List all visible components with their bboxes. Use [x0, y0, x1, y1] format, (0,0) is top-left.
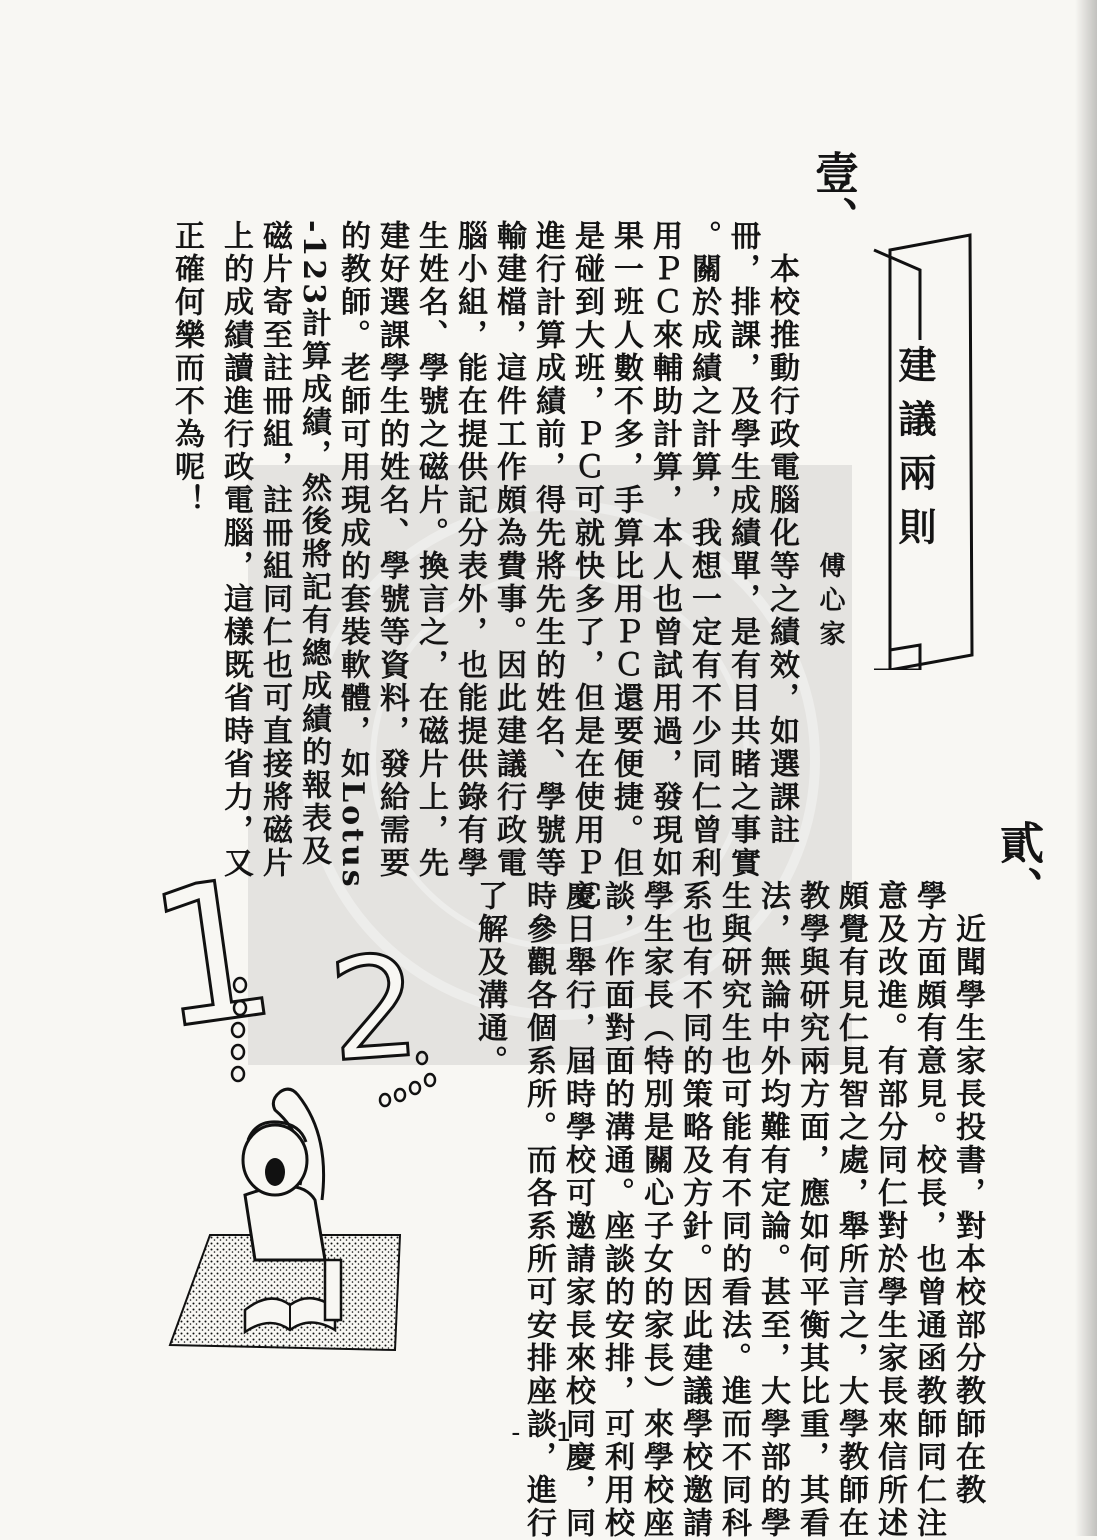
s2-column-4: 頗覺有見仁見智之處，舉所言之，大學教師在: [833, 880, 868, 1540]
author-name: 傅心家: [815, 552, 845, 654]
s1-column-9: 腦小組，能在提供記分表外，也能提供錄有學: [452, 220, 487, 880]
s1-column-1: 本校推動行政電腦化等之績效，如選課註: [764, 220, 799, 847]
digit-two-outline: 2: [324, 925, 425, 1094]
student-raising-hand-illustration: [150, 960, 480, 1360]
s1-column-8: 輸建檔，這件工作頗為費事。因此建議行政電: [491, 220, 526, 880]
s2-column-11: 慶日舉行，屆時學校可邀請家長來校同慶，同: [560, 880, 595, 1540]
s1-column-16: 正確何樂而不為呢！: [169, 220, 204, 517]
s2-column-12: 時參觀各個系所。而各系所可安排座談，進行: [521, 880, 556, 1540]
s2-column-9: 學生家長（特別是關心子女的家長）來學校座: [638, 880, 673, 1540]
s1-column-5: 果一班人數不多，手算比用ＰＣ還要便捷。但: [608, 220, 643, 880]
banner-title: 建議兩則: [892, 345, 937, 561]
s1-column-6: 是碰到大班，ＰＣ可就快多了，但是在使用ＰＣ: [569, 220, 604, 913]
s2-column-5: 教學與研究兩方面，應如何平衡其比重，其看: [794, 880, 829, 1540]
s2-column-8: 系也有不同的策略及方針。因此建議學校邀請: [677, 880, 712, 1540]
s1-column-7: 進行計算成績前，得先將先生的姓名、學號等: [530, 220, 565, 880]
s1-column-4: 用ＰＣ來輔助計算，本人也曾試用過，發現如: [647, 220, 682, 880]
s1-column-11: 建好選課學生的姓名、學號等資料，發給需要: [374, 220, 409, 880]
s1-column-13: -123計算成績，然後將記有總成績的報表及: [296, 220, 331, 869]
s1-column-12: 的教師。老師可用現成的套裝軟體，如Lotus: [335, 220, 370, 890]
s2-column-3: 意及改進。有部分同仁對於學生家長來信所述: [872, 880, 907, 1540]
s2-column-1: 近聞學生家長投書，對本校部分教師在教: [950, 880, 985, 1507]
s2-column-6: 法，無論中外均難有定論。甚至，大學部的學: [755, 880, 790, 1540]
s2-column-7: 生與研究生也可能有不同的看法。進而不同科: [716, 880, 751, 1540]
page-edge-shadow: [1075, 0, 1097, 1536]
digit-one-outline: 1: [137, 836, 288, 1073]
s2-column-2: 學方面頗有意見。校長，也曾通函教師同仁注: [911, 880, 946, 1540]
s1-column-14: 磁片寄至註冊組，註冊組同仁也可直接將磁片: [257, 220, 292, 880]
s1-column-3: 。關於成績之計算，我想一定有不少同仁曾利: [686, 220, 721, 880]
section2-heading: 貳、: [992, 820, 1043, 912]
section1-heading: 壹、: [807, 150, 858, 242]
s1-column-10: 生姓名、學號之磁片。換言之，在磁片上，先: [413, 220, 448, 880]
page-number: - 1 -: [508, 1418, 627, 1448]
s1-column-2: 冊，排課，及學生成績單，是有目共睹之事實: [725, 220, 760, 880]
s2-column-10: 談，作面對面的溝通。座談的安排，可利用校: [599, 880, 634, 1540]
s2-column-13: 了解及溝通。: [472, 880, 507, 1078]
s1-column-15: 上的成績讀進行政電腦，這樣既省時省力，又: [218, 220, 253, 880]
